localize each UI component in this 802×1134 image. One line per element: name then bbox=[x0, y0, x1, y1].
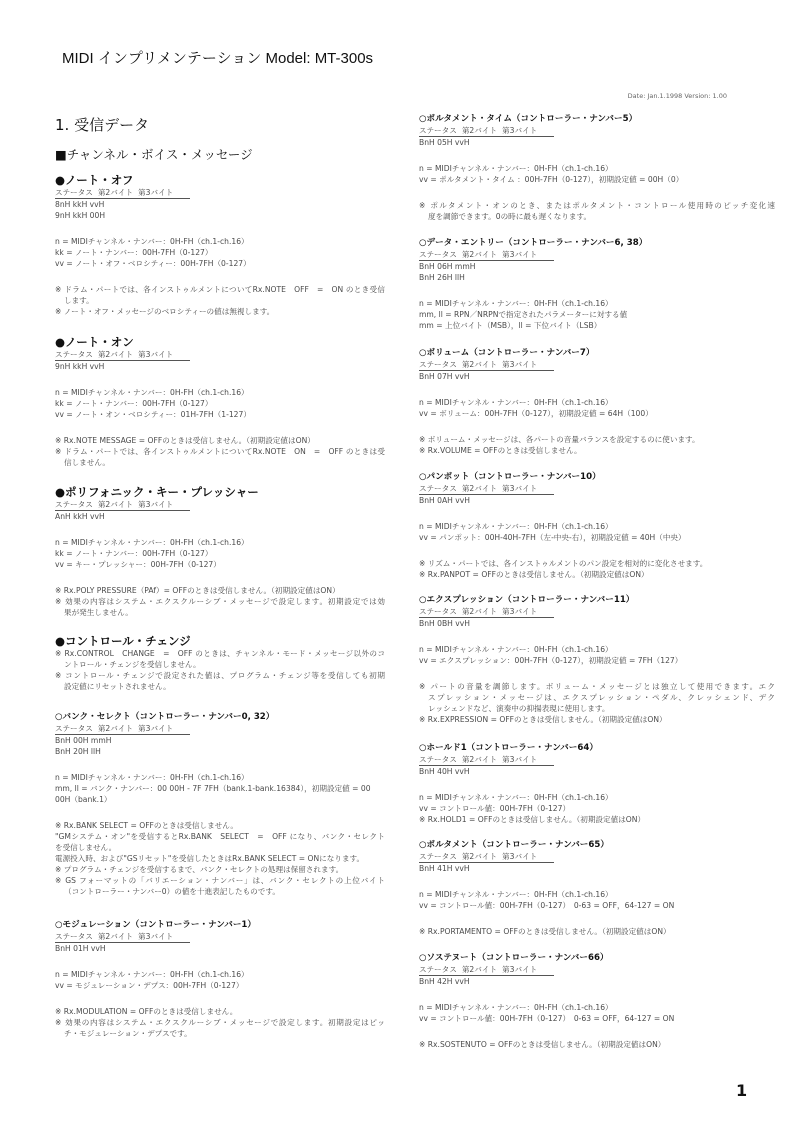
chapter-title: 1. 受信データ bbox=[55, 116, 150, 134]
status-label: 第3バイト bbox=[502, 852, 538, 861]
message-codes bbox=[419, 976, 775, 987]
note-line: ※ Rx.EXPRESSION = OFFのときは受信しません。（初期設定値はON） bbox=[419, 715, 667, 724]
message-section bbox=[55, 634, 385, 692]
note-item bbox=[419, 569, 775, 580]
note-item bbox=[419, 714, 775, 725]
note-line: ※ Rx.BANK SELECT = OFFのときは受信しません。 bbox=[55, 821, 238, 830]
section-heading: ○ホールド1（コントローラー・ナンバー64） bbox=[419, 743, 598, 753]
value-definitions bbox=[419, 397, 775, 419]
note-item bbox=[419, 1039, 775, 1050]
status-label: 第2バイト bbox=[461, 607, 498, 616]
value-definition: n = MIDIチャンネル・ナンバー：0H-FH（ch.1-ch.16） bbox=[419, 522, 613, 531]
status-label: ステータス bbox=[419, 126, 457, 135]
value-definition: kk = ノート・ナンバー：00H-7FH（0-127） bbox=[55, 248, 213, 257]
notes bbox=[419, 681, 775, 725]
message-codes bbox=[419, 618, 775, 629]
note-item bbox=[55, 1017, 385, 1039]
note-line: ※ Rx.NOTE MESSAGE = OFFのときは受信しません。（初期設定値はON） bbox=[55, 436, 315, 445]
note-item bbox=[55, 446, 385, 468]
note-item bbox=[55, 831, 385, 853]
message-section bbox=[55, 335, 385, 468]
status-label: 第3バイト bbox=[502, 755, 538, 764]
message-section bbox=[55, 173, 385, 317]
message-code: 9nH kkH vvH bbox=[55, 362, 105, 371]
value-definition: n = MIDIチャンネル・ナンバー：0H-FH（ch.1-ch.16） bbox=[55, 773, 249, 782]
value-definition: vv = キー・プレッシャー：00H-7FH（0-127） bbox=[55, 560, 221, 569]
note-item bbox=[419, 445, 775, 456]
message-code: BnH 00H mmH bbox=[55, 736, 112, 745]
status-label: 第2バイト bbox=[97, 500, 134, 509]
date-version: Date: Jan.1.1998 Version: 1.00 bbox=[627, 92, 727, 100]
status-label: 第2バイト bbox=[97, 188, 134, 197]
status-label: ステータス bbox=[419, 360, 457, 369]
message-code: BnH 0AH vvH bbox=[419, 496, 470, 505]
message-code: 9nH kkH 00H bbox=[55, 211, 106, 220]
note-line: ※ コントロール・チェンジで設定された値は、プログラム・チェンジ等を受信しても初期 bbox=[55, 671, 385, 680]
value-definitions bbox=[55, 387, 385, 420]
note-line: ※ パートの音量を調節します。ボリューム・メッセージとは独立して使用できます。エク bbox=[419, 682, 775, 691]
note-line: "GMシステム・オン"を受信するとRx.BANK SELECT = OFF になり、バンク・セレクト bbox=[55, 832, 385, 841]
value-definition: vv = ポルタメント・タイム ：00H-7FH（0-127），初期設定値 = 00H（0） bbox=[419, 175, 684, 184]
note-line: ※ ノート・オフ・メッセージのベロシティーの値は無視します。 bbox=[55, 307, 275, 316]
section-heading: ○データ・エントリー（コントローラー・ナンバー6, 38） bbox=[419, 238, 648, 248]
message-code: BnH 07H vvH bbox=[419, 372, 470, 381]
note-line: ※ Rx.PANPOT = OFFのときは受信しません。（初期設定値はON） bbox=[419, 570, 649, 579]
note-item bbox=[55, 1006, 385, 1017]
note-line: ※ Rx.SOSTENUTO = OFFのときは受信しません。（初期設定値はON） bbox=[419, 1040, 666, 1049]
note-line: ※ Rx.PORTAMENTO = OFFのときは受信しません。（初期設定値はON） bbox=[419, 927, 671, 936]
value-definition: mm, ll = バンク・ナンバー：00 00H - 7F 7FH（bank.1-bank.16384），初期設定値 = 00 bbox=[55, 784, 371, 793]
note-line: 設定値にリセットされません。 bbox=[64, 682, 171, 691]
value-definition: n = MIDIチャンネル・ナンバー：0H-FH（ch.1-ch.16） bbox=[419, 164, 613, 173]
message-codes bbox=[419, 137, 775, 148]
status-label: 第3バイト bbox=[502, 484, 538, 493]
status-label: ステータス bbox=[55, 932, 93, 941]
note-line: チ・モジュレーション・デプスです。 bbox=[64, 1029, 192, 1038]
notes bbox=[419, 200, 775, 222]
section-heading: ○ポルタメント（コントローラー・ナンバー65） bbox=[419, 840, 609, 850]
section-heading: ○エクスプレッション（コントローラー・ナンバー11） bbox=[419, 595, 635, 605]
message-code: BnH 41H vvH bbox=[419, 864, 470, 873]
status-byte-header bbox=[419, 360, 554, 371]
status-label: 第3バイト bbox=[502, 607, 538, 616]
note-item bbox=[55, 875, 385, 897]
note-line: ※ ボリューム・メッセージは、各パートの音量バランスを設定するのに使います。 bbox=[419, 435, 700, 444]
section-heading: ●ノート・オフ bbox=[55, 173, 134, 187]
status-label: 第2バイト bbox=[97, 932, 134, 941]
message-codes bbox=[55, 735, 385, 757]
status-label: 第2バイト bbox=[461, 360, 498, 369]
note-line: ※ ポルタメント・オンのとき、またはポルタメント・コントロール使用時のピッチ変化速 bbox=[419, 201, 775, 210]
status-label: 第2バイト bbox=[461, 965, 498, 974]
message-section bbox=[419, 113, 775, 222]
value-definitions bbox=[55, 969, 385, 991]
value-definition: mm = 上位バイト（MSB），ll = 下位バイト（LSB） bbox=[419, 321, 602, 330]
status-label: ステータス bbox=[419, 852, 457, 861]
value-definition: vv = モジュレーション・デプス：00H-7FH（0-127） bbox=[55, 981, 244, 990]
note-item bbox=[55, 435, 385, 446]
notes bbox=[419, 558, 775, 580]
message-section bbox=[419, 839, 775, 937]
value-definitions bbox=[419, 792, 775, 825]
status-label: 第3バイト bbox=[138, 500, 174, 509]
notes bbox=[55, 648, 385, 692]
note-item bbox=[55, 284, 385, 306]
status-label: 第2バイト bbox=[461, 126, 498, 135]
message-section bbox=[419, 952, 775, 1050]
value-definition: n = MIDIチャンネル・ナンバー：0H-FH（ch.1-ch.16） bbox=[419, 645, 613, 654]
note-line: ※ 効果の内容はシステム・エクスクルーシブ・メッセージで設定します。初期設定では効 bbox=[55, 597, 385, 606]
note-item bbox=[55, 596, 385, 618]
message-code: BnH 40H vvH bbox=[419, 767, 470, 776]
value-definition: n = MIDIチャンネル・ナンバー：0H-FH（ch.1-ch.16） bbox=[419, 299, 613, 308]
message-codes bbox=[55, 511, 385, 522]
notes bbox=[55, 820, 385, 897]
status-label: 第3バイト bbox=[502, 965, 538, 974]
status-label: 第3バイト bbox=[502, 250, 538, 259]
message-section bbox=[419, 742, 775, 825]
value-definition: n = MIDIチャンネル・ナンバー：0H-FH（ch.1-ch.16） bbox=[419, 890, 613, 899]
status-label: 第2バイト bbox=[97, 350, 134, 359]
note-item bbox=[419, 434, 775, 445]
message-codes bbox=[55, 361, 385, 372]
message-section bbox=[419, 594, 775, 725]
value-definitions bbox=[419, 889, 775, 911]
note-line: ※ ドラム・パートでは、各インストゥルメントについてRx.NOTE OFF = ON のとき受信 bbox=[55, 285, 385, 294]
value-definition: vv = ノート・オン・ベロシティー：01H-7FH（1-127） bbox=[55, 410, 251, 419]
status-label: 第2バイト bbox=[97, 724, 134, 733]
notes bbox=[55, 1006, 385, 1039]
message-section bbox=[55, 485, 385, 618]
section-heading: ○ポルタメント・タイム（コントローラー・ナンバー5） bbox=[419, 114, 638, 124]
status-byte-header bbox=[419, 126, 554, 137]
note-item bbox=[55, 670, 385, 692]
note-line: ※ Rx.POLY PRESSURE（PAf）= OFFのときは受信しません。（初期設定値はON） bbox=[55, 586, 340, 595]
value-definition: n = MIDIチャンネル・ナンバー：0H-FH（ch.1-ch.16） bbox=[55, 237, 249, 246]
value-definitions bbox=[55, 537, 385, 570]
message-code: 8nH kkH vvH bbox=[55, 200, 105, 209]
notes bbox=[55, 435, 385, 468]
status-label: 第3バイト bbox=[138, 188, 174, 197]
message-section bbox=[419, 471, 775, 580]
message-codes bbox=[419, 371, 775, 382]
message-section bbox=[419, 237, 775, 331]
note-line: 信しません。 bbox=[64, 458, 111, 467]
value-definition: n = MIDIチャンネル・ナンバー：0H-FH（ch.1-ch.16） bbox=[55, 970, 249, 979]
status-byte-header bbox=[419, 607, 554, 618]
message-codes bbox=[419, 766, 775, 777]
note-line: ※ GS フォーマットの「バリエーション・ナンバー」は、バンク・セレクトの上位バイト bbox=[55, 876, 385, 885]
value-definition: 00H（bank.1） bbox=[55, 795, 112, 804]
status-byte-header bbox=[55, 500, 190, 511]
value-definition: n = MIDIチャンネル・ナンバー：0H-FH（ch.1-ch.16） bbox=[55, 538, 249, 547]
status-label: ステータス bbox=[419, 250, 457, 259]
status-label: ステータス bbox=[419, 755, 457, 764]
value-definition: kk = ノート・ナンバー：00H-7FH（0-127） bbox=[55, 399, 213, 408]
note-item bbox=[55, 585, 385, 596]
status-label: ステータス bbox=[419, 607, 457, 616]
note-line: を受信しません。 bbox=[55, 843, 117, 852]
status-label: 第3バイト bbox=[502, 360, 538, 369]
message-code: BnH 20H llH bbox=[55, 747, 101, 756]
message-code: BnH 05H vvH bbox=[419, 138, 470, 147]
section-heading: ○ボリューム（コントローラー・ナンバー7） bbox=[419, 348, 595, 358]
status-label: 第2バイト bbox=[461, 250, 498, 259]
value-definition: n = MIDIチャンネル・ナンバー：0H-FH（ch.1-ch.16） bbox=[55, 388, 249, 397]
note-line: スプレッション・メッセージは、エクスプレッション・ペダル、クレッシェンド、デク bbox=[428, 693, 775, 702]
note-line: レッシェンドなど、演奏中の抑揚表現に使用します。 bbox=[428, 704, 610, 713]
note-line: ※ リズム・パートでは、各インストゥルメントのパン設定を相対的に変化させます。 bbox=[419, 559, 708, 568]
status-label: ステータス bbox=[55, 500, 93, 509]
message-codes bbox=[55, 943, 385, 954]
note-item bbox=[55, 306, 385, 317]
status-label: 第3バイト bbox=[138, 932, 174, 941]
value-definition: n = MIDIチャンネル・ナンバー：0H-FH（ch.1-ch.16） bbox=[419, 398, 613, 407]
status-label: ステータス bbox=[55, 188, 93, 197]
value-definitions bbox=[419, 644, 775, 666]
note-line: ※ Rx.MODULATION = OFFのときは受信しません。 bbox=[55, 1007, 238, 1016]
section-heading: ●ノート・オン bbox=[55, 335, 134, 349]
status-label: ステータス bbox=[55, 724, 93, 733]
note-line: ※ プログラム・チェンジを受信するまで、バンク・セレクトの処理は保留されます。 bbox=[55, 865, 344, 874]
value-definition: vv = ノート・オフ・ベロシティー：00H-7FH（0-127） bbox=[55, 259, 251, 268]
note-line: します。 bbox=[64, 296, 94, 305]
status-byte-header bbox=[55, 724, 190, 735]
message-codes bbox=[419, 261, 775, 283]
note-line: （コントローラー・ナンバー0）の値を十進表記したものです。 bbox=[64, 887, 280, 896]
value-definition: vv = コントロール値：00H-7FH（0-127） bbox=[419, 804, 571, 813]
notes bbox=[55, 585, 385, 618]
note-line: 果が発生しません。 bbox=[64, 608, 133, 617]
note-line: ※ 効果の内容はシステム・エクスクルーシブ・メッセージで設定します。初期設定はピッ bbox=[55, 1018, 385, 1027]
section-title: ■チャンネル・ボイス・メッセージ bbox=[55, 147, 253, 162]
note-item bbox=[419, 558, 775, 569]
notes bbox=[55, 284, 385, 317]
note-item bbox=[419, 200, 775, 222]
section-heading: ○ソステヌート（コントローラー・ナンバー66） bbox=[419, 953, 609, 963]
message-section bbox=[55, 919, 385, 1039]
status-label: 第3バイト bbox=[138, 350, 174, 359]
value-definitions bbox=[55, 236, 385, 269]
note-line: ※ Rx.CONTROL CHANGE = OFF のときは、チャンネル・モード・メッセージ以外のコ bbox=[55, 649, 385, 658]
message-code: BnH 42H vvH bbox=[419, 977, 470, 986]
status-byte-header bbox=[419, 755, 554, 766]
value-definitions bbox=[55, 772, 385, 805]
value-definition: vv = ボリューム：00H-7FH（0-127），初期設定値 = 64H（100） bbox=[419, 409, 653, 418]
status-byte-header bbox=[419, 250, 554, 261]
notes bbox=[419, 1039, 775, 1050]
value-definition: vv = パンポット：00H-40H-7FH（左-中央-右），初期設定値 = 40H（中央） bbox=[419, 533, 686, 542]
note-item bbox=[55, 648, 385, 670]
status-label: ステータス bbox=[419, 484, 457, 493]
status-label: 第2バイト bbox=[461, 484, 498, 493]
value-definitions bbox=[419, 298, 775, 331]
status-byte-header bbox=[419, 965, 554, 976]
message-code: BnH 26H llH bbox=[419, 273, 465, 282]
status-byte-header bbox=[55, 188, 190, 199]
value-definition: mm, ll = RPN／NRPNで指定されたパラメーターに対する値 bbox=[419, 310, 628, 319]
note-line: ントロール・チェンジを受信しません。 bbox=[64, 660, 201, 669]
message-codes bbox=[55, 199, 385, 221]
section-heading: ●コントロール・チェンジ bbox=[55, 634, 191, 648]
status-label: 第2バイト bbox=[461, 755, 498, 764]
status-byte-header bbox=[419, 852, 554, 863]
message-code: BnH 06H mmH bbox=[419, 262, 476, 271]
note-item bbox=[419, 926, 775, 937]
document-title: MIDI インプリメンテーション Model: MT-300s bbox=[62, 50, 374, 67]
value-definition: vv = コントロール値：00H-7FH（0-127） 0-63 = OFF，64-127 = ON bbox=[419, 901, 675, 910]
message-codes bbox=[419, 863, 775, 874]
status-byte-header bbox=[55, 350, 190, 361]
message-code: BnH 01H vvH bbox=[55, 944, 106, 953]
status-label: 第3バイト bbox=[138, 724, 174, 733]
value-definition: vv = エクスプレッション：00H-7FH（0-127），初期設定値 = 7FH（127） bbox=[419, 656, 683, 665]
note-item bbox=[55, 853, 385, 864]
value-definitions bbox=[419, 521, 775, 543]
message-section bbox=[55, 711, 385, 897]
value-definition: n = MIDIチャンネル・ナンバー：0H-FH（ch.1-ch.16） bbox=[419, 793, 613, 802]
status-label: 第3バイト bbox=[502, 126, 538, 135]
notes bbox=[419, 926, 775, 937]
message-code: BnH 0BH vvH bbox=[419, 619, 471, 628]
note-item bbox=[419, 681, 775, 714]
note-item bbox=[55, 820, 385, 831]
note-line: ※ ドラム・パートでは、各インストゥルメントについてRx.NOTE ON = OFF のときは受 bbox=[55, 447, 385, 456]
status-byte-header bbox=[419, 484, 554, 495]
value-definition: ※ Rx.HOLD1 = OFFのときは受信しません。（初期設定値はON） bbox=[419, 815, 646, 824]
note-line: ※ Rx.VOLUME = OFFのときは受信しません。 bbox=[419, 446, 582, 455]
value-definition: n = MIDIチャンネル・ナンバー：0H-FH（ch.1-ch.16） bbox=[419, 1003, 613, 1012]
status-label: ステータス bbox=[55, 350, 93, 359]
section-heading: ●ポリフォニック・キー・プレッシャー bbox=[55, 485, 259, 499]
value-definitions bbox=[419, 163, 775, 185]
note-item bbox=[55, 864, 385, 875]
notes bbox=[419, 434, 775, 456]
status-byte-header bbox=[55, 932, 190, 943]
note-line: 電源投入時、および"GSリセット"を受信したときはRx.BANK SELECT = ONになります。 bbox=[55, 854, 365, 863]
page-number: 1 bbox=[736, 1081, 748, 1100]
value-definitions bbox=[419, 1002, 775, 1024]
note-line: 度を調節できます。0の時に最も遅くなります。 bbox=[428, 212, 592, 221]
section-heading: ○パンポット（コントローラー・ナンバー10） bbox=[419, 472, 601, 482]
status-label: ステータス bbox=[419, 965, 457, 974]
message-codes bbox=[419, 495, 775, 506]
section-heading: ○モジュレーション（コントローラー・ナンバー1） bbox=[55, 920, 256, 930]
message-section bbox=[419, 347, 775, 456]
message-code: AnH kkH vvH bbox=[55, 512, 105, 521]
value-definition: kk = ノート・ナンバー：00H-7FH（0-127） bbox=[55, 549, 213, 558]
status-label: 第2バイト bbox=[461, 852, 498, 861]
value-definition: vv = コントロール値：00H-7FH（0-127） 0-63 = OFF，64-127 = ON bbox=[419, 1014, 675, 1023]
section-heading: ○バンク・セレクト（コントローラー・ナンバー0, 32） bbox=[55, 712, 275, 722]
